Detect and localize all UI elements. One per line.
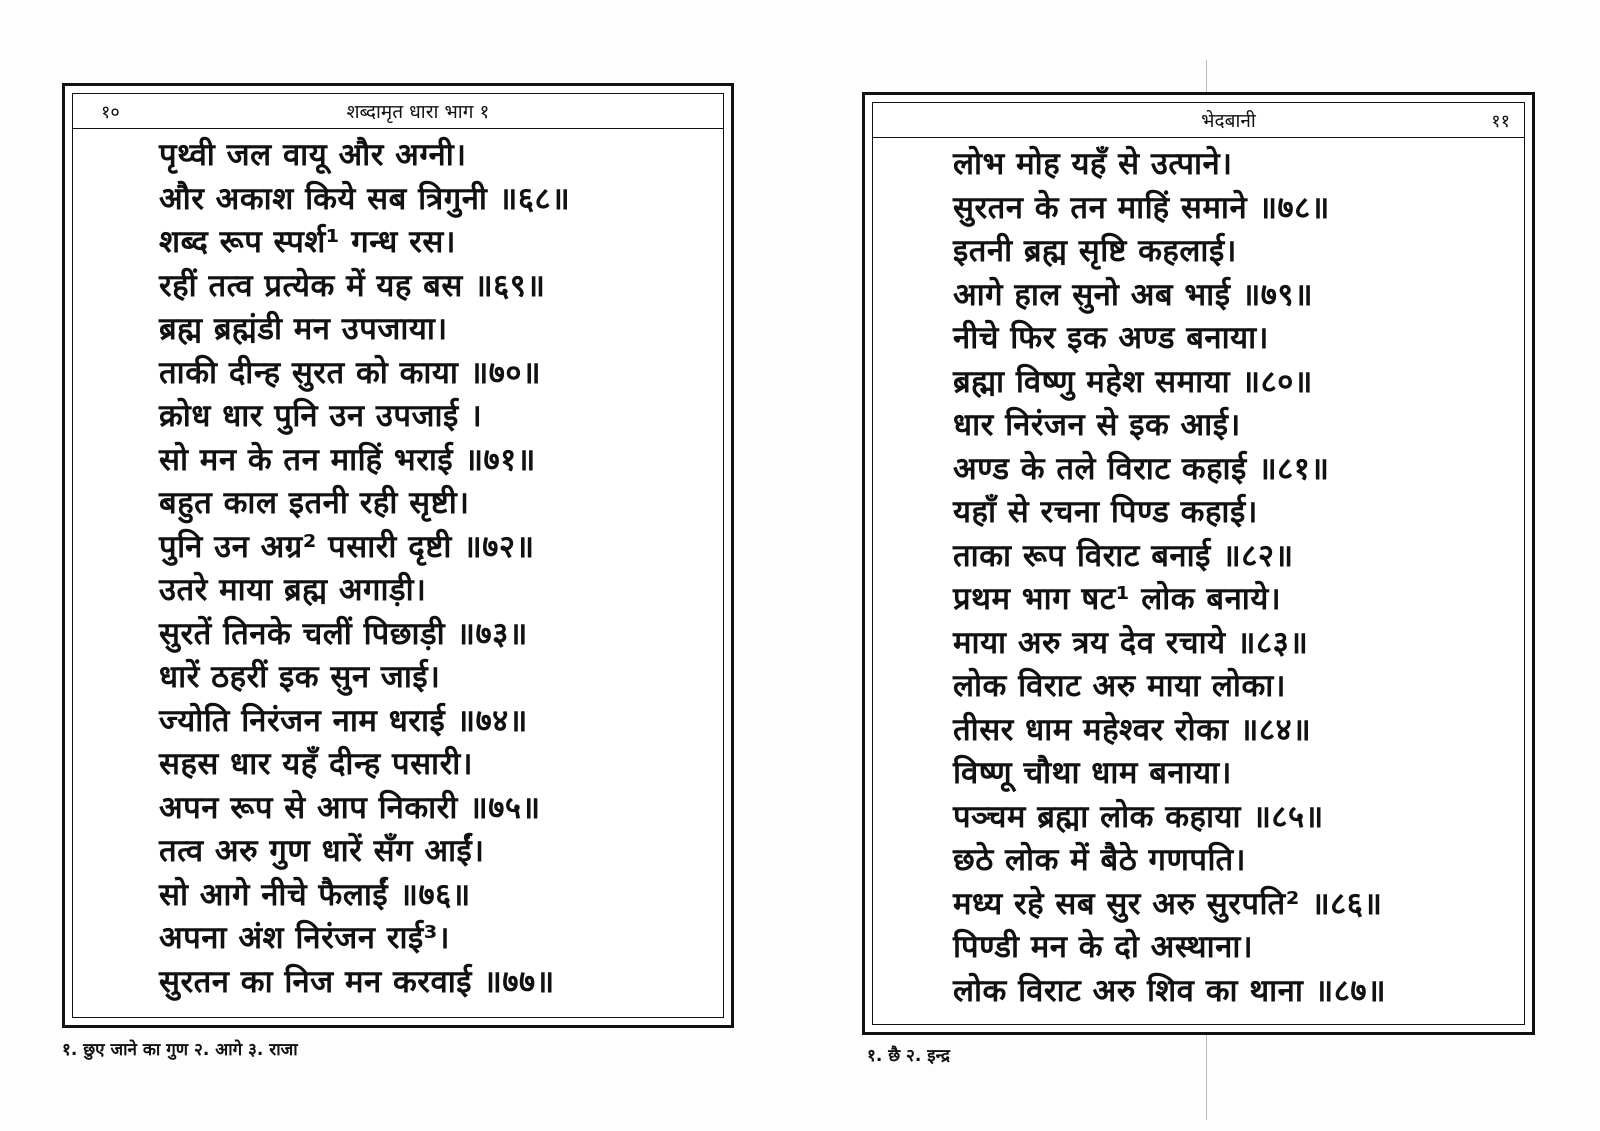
verse-line: सो आगे नीचे फैलाईं ॥७६॥ xyxy=(159,876,471,913)
left-footnotes: १. छुए जाने का गुण २. आगे ३. राजा xyxy=(62,1040,298,1060)
left-verse-list xyxy=(159,134,629,1004)
verse-line: लोभ मोह यहँ से उत्पाने। xyxy=(953,146,1233,182)
verse-line: मध्य रहे सब सुर अरु सुरपति² ॥८६॥ xyxy=(953,885,1383,922)
verse-line: ब्रह्मा विष्णु महेश समाया ॥८०॥ xyxy=(953,363,1313,400)
left-page-header xyxy=(73,94,723,129)
verse-line: सुरतन का निज मन करवाई ॥७७॥ xyxy=(159,963,555,1000)
verse-line: पृथ्वी जल वायू और अग्नी। xyxy=(159,137,467,173)
verse-line: रहीं तत्व प्रत्येक में यह बस ॥६९॥ xyxy=(159,267,546,304)
verse-line: धारें ठहरीं इक सुन जाई। xyxy=(159,659,441,695)
verse-line: प्रथम भाग षट¹ लोक बनाये। xyxy=(953,581,1282,617)
verse-line: ब्रह्म ब्रह्मंडी मन उपजाया। xyxy=(159,311,448,347)
verse-line: ताका रूप विराट बनाई ॥८२॥ xyxy=(953,537,1294,574)
right-page-header xyxy=(873,103,1524,138)
right-page-number: ११ xyxy=(1491,111,1510,132)
verse-line: सुरतें तिनके चलीं पिछाड़ी ॥७३॥ xyxy=(159,615,528,652)
verse-line: लोक विराट अरु शिव का थाना ॥८७॥ xyxy=(953,972,1387,1009)
verse-line: नीचे फिर इक अण्ड बनाया। xyxy=(953,320,1269,356)
verse-line: पिण्डी मन के दो अस्थाना। xyxy=(953,929,1254,965)
verse-line: तत्व अरु गुण धारें सँग आईं। xyxy=(159,833,485,869)
verse-line: बहुत काल इतनी रही सृष्टी। xyxy=(159,485,470,521)
verse-line: तीसर धाम महेश्वर रोका ॥८४॥ xyxy=(953,711,1312,748)
verse-line: लोक विराट अरु माया लोका। xyxy=(953,668,1287,704)
verse-line: ताकी दीन्ह सुरत को काया ॥७०॥ xyxy=(159,354,542,391)
right-page-frame xyxy=(872,102,1525,1025)
verse-line: सुरतन के तन माहिं समाने ॥७८॥ xyxy=(953,189,1330,226)
left-running-title: शब्दामृत धारा भाग १ xyxy=(346,101,490,123)
right-verse-list xyxy=(953,143,1428,1013)
right-running-title: भेदबानी xyxy=(1201,110,1256,132)
verse-line: और अकाश किये सब त्रिगुनी ॥६८॥ xyxy=(159,180,571,217)
verse-line: अपना अंश निरंजन राई³। xyxy=(159,920,451,956)
right-page xyxy=(862,92,1535,1035)
verse-line: सो मन के तन माहिं भराई ॥७१॥ xyxy=(159,441,536,478)
verse-line: अपन रूप से आप निकारी ॥७५॥ xyxy=(159,789,541,826)
verse-line: आगे हाल सुनो अब भाई ॥७९॥ xyxy=(953,276,1314,313)
verse-line: विष्णू चौथा धाम बनाया। xyxy=(953,755,1232,791)
verse-line: छठे लोक में बैठे गणपति। xyxy=(953,842,1246,878)
verse-line: क्रोध धार पुनि उन उपजाई । xyxy=(159,398,483,434)
verse-line: पुनि उन अग्र² पसारी दृष्टी ॥७२॥ xyxy=(159,528,535,565)
verse-line: उतरे माया ब्रह्म अगाड़ी। xyxy=(159,572,427,608)
verse-line: माया अरु त्रय देव रचाये ॥८३॥ xyxy=(953,624,1309,661)
right-footnotes: १. छै २. इन्द्र xyxy=(867,1046,950,1066)
verse-line: शब्द रूप स्पर्श¹ गन्ध रस। xyxy=(159,224,457,260)
verse-line: धार निरंजन से इक आई। xyxy=(953,407,1241,443)
left-page xyxy=(62,83,734,1028)
left-page-number: १० xyxy=(101,102,120,123)
verse-line: ज्योति निरंजन नाम धराई ॥७४॥ xyxy=(159,702,528,739)
left-page-frame xyxy=(72,93,724,1018)
verse-line: अण्ड के तले विराट कहाई ॥८१॥ xyxy=(953,450,1330,487)
verse-line: इतनी ब्रह्म सृष्टि कहलाई। xyxy=(953,233,1237,269)
verse-line: सहस धार यहँ दीन्ह पसारी। xyxy=(159,746,474,782)
verse-line: यहाँ से रचना पिण्ड कहाई। xyxy=(953,494,1258,530)
verse-line: पञ्चम ब्रह्मा लोक कहाया ॥८५॥ xyxy=(953,798,1324,835)
